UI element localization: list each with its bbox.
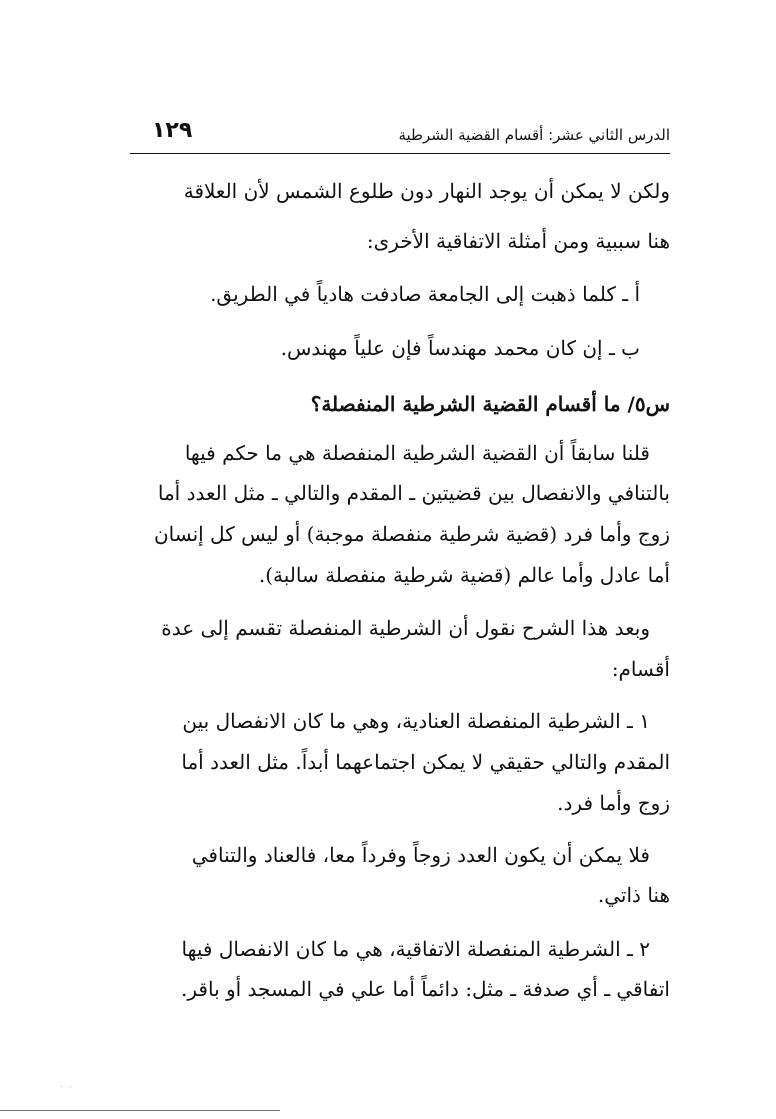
text-line: المقدم والتالي حقيقي لا يمكن اجتماعهما أبداً. مثل العدد أما [181, 750, 670, 774]
list-item-a: أ ـ كلما ذهبت إلى الجامعة صادفت هادياً في الطريق. [210, 282, 640, 306]
scan-edge-line [0, 1110, 280, 1111]
running-head: الدرس الثاني عشر: أقسام القضية الشرطية [398, 126, 670, 144]
text-line: هنا ذاتي. [597, 883, 670, 907]
header-rule [130, 153, 670, 154]
question-heading: س٥/ ما أقسام القضية الشرطية المنفصلة؟ [310, 392, 670, 416]
text-line: زوج وأما فرد (قضية شرطية منفصلة موجبة) أو ليس كل إنسان [153, 522, 670, 546]
text-line: أما عادل وأما عالم (قضية شرطية منفصلة سالبة). [258, 563, 670, 587]
text-line: بالتنافي والانفصال بين قضيتين ـ المقدم والتالي ـ مثل العدد أما [157, 481, 670, 505]
numbered-item-2: ٢ ـ الشرطية المنفصلة الاتفاقية، هي ما كان الانفصال فيها [181, 937, 650, 961]
text-line: وبعد هذا الشرح نقول أن الشرطية المنفصلة تقسم إلى عدة [161, 616, 650, 640]
list-item-b: ب ـ إن كان محمد مهندساً فإن علياً مهندس. [280, 336, 640, 360]
text-line: ولكن لا يمكن أن يوجد النهار دون طلوع الشمس لأن العلاقة [183, 179, 670, 203]
page-number: ١٢٩ [152, 118, 193, 143]
text-line: هنا سببية ومن أمثلة الاتفاقية الأخرى: [366, 229, 670, 253]
text-line: أقسام: [611, 657, 670, 681]
text-line: اتفاقي ـ أي صدفة ـ مثل: دائماً أما علي في المسجد أو باقر. [181, 977, 670, 1001]
text-line: قلنا سابقاً أن القضية الشرطية المنفصلة هي ما حكم فيها [184, 441, 650, 465]
text-line: زوج وأما فرد. [557, 791, 670, 815]
text-line: فلا يمكن أن يكون العدد زوجاً وفرداً معا، فالعناد والتنافي [191, 843, 650, 867]
page-header [130, 118, 670, 152]
scan-specks: . . [60, 1080, 74, 1089]
numbered-item-1: ١ ـ الشرطية المنفصلة العنادية، وهي ما كان الانفصال بين [182, 709, 650, 733]
